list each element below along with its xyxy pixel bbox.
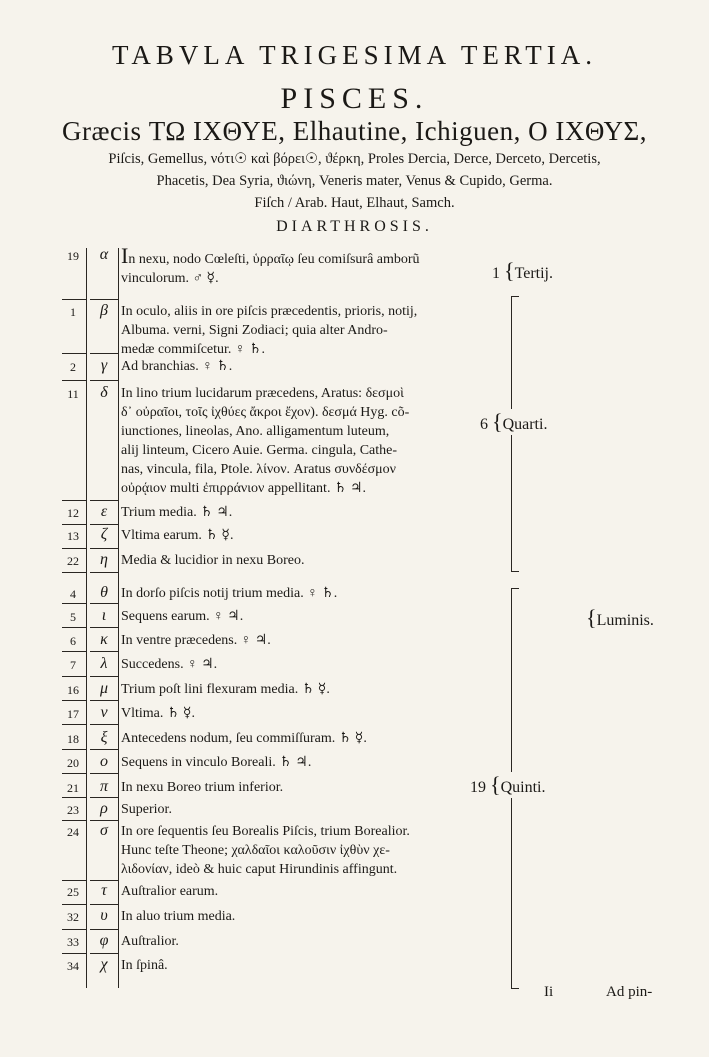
row-divider-segment [62,380,86,381]
description-line: λιδονίαν, ideò & huic caput Hirundinis affingunt. [121,862,398,877]
star-description [121,956,487,975]
description-text: In lino trium lucidarum præcedens, Aratus: δεσμοὶ [121,386,404,401]
bracket-quarti-bottom [511,571,519,572]
row-divider-segment [90,929,118,930]
row-divider-segment [90,524,118,525]
star-number: 22 [67,554,79,568]
magnitude-tertij [492,258,553,284]
star-number: 11 [67,387,79,401]
row-divider-segment [62,500,86,501]
bayer-letter: ι [101,607,107,624]
row-divider-segment [62,797,86,798]
row-divider [0,572,709,573]
star-description [121,526,487,545]
row-divider-segment [62,880,86,881]
description-text: Vltima. ♄ ☿. [121,706,196,721]
row-divider-segment [90,353,118,354]
description-text: Antecedens nodum, ſeu commiſſuram. ♄ ☿. [121,731,367,746]
description-text: In ore ſequentis ſeu Borealis Piſcis, trium Borealior. [121,824,410,839]
row-divider [0,904,709,905]
row-divider-segment [90,627,118,628]
star-number: 17 [67,707,79,721]
bayer-letter: σ [100,822,108,839]
row-divider [0,299,709,300]
row-divider-segment [90,380,118,381]
description-line: δ᾽ οὐραῖοι, τοῖς ἰχθύες ἄκροι ἔχον). δεσμά Hyg. cõ- [121,405,410,420]
star-number: 7 [70,658,76,672]
description-text: Trium poſt lini flexuram media. ♄ ☿. [121,682,330,697]
star-description [121,932,487,951]
bayer-letter: ρ [100,800,108,817]
star-description [121,778,487,797]
row-divider-segment [62,353,86,354]
star-number: 19 [67,249,79,263]
row-divider [0,953,709,954]
description-line [121,655,487,674]
row-divider [0,880,709,881]
magnitude-quinti [470,772,545,798]
star-description [121,753,487,772]
description-line [121,551,487,570]
row-divider [0,524,709,525]
star-description [121,907,487,926]
description-line [121,882,487,901]
description-text: In oculo, aliis in ore piſcis præcedentis, prioris, notij, [121,304,418,319]
bayer-letter: χ [100,956,108,973]
row-divider [0,676,709,677]
description-line: οὐρᾴιον multi ἐπιρράνιον appellitant. ♄ ♃. [121,481,367,496]
description-text: Sequens earum. ♀ ♃. [121,609,244,624]
description-line [121,503,487,522]
signature-mark: Ii [544,984,554,1000]
row-divider-segment [90,797,118,798]
description-line: medæ commiſcetur. ♀ ♄. [121,342,265,357]
star-description [121,551,487,570]
star-number: 21 [67,781,79,795]
row-divider-segment [90,904,118,905]
row-divider [0,548,709,549]
catchword: Ad pin- [606,984,653,1000]
description-line [121,822,487,841]
description-line [121,704,487,723]
row-divider-segment [62,820,86,821]
description-line [121,956,487,975]
row-divider-segment [62,676,86,677]
row-divider-segment [62,749,86,750]
star-description [121,882,487,901]
magnitude-luminis [586,605,654,631]
star-number: 18 [67,732,79,746]
row-divider-segment [62,627,86,628]
star-number: 4 [70,587,76,601]
description-line [121,584,487,603]
row-divider [0,929,709,930]
star-number: 6 [70,634,76,648]
description-text: In aluo trium media. [121,909,236,924]
star-description [121,680,487,699]
greek-names-line: Græcis ΤΩ ΙΧΘΥΕ, Elhautine, Ichiguen, Ο ΙΧΘΥΣ, [62,116,647,146]
description-line [121,357,487,376]
bracket-quarti-top [511,296,519,297]
star-description [121,584,487,603]
bayer-letter: ο [100,753,108,770]
description-line [121,302,487,321]
curly-brace-icon: { [586,605,597,630]
row-divider-segment [62,724,86,725]
row-divider [0,651,709,652]
row-divider-segment [62,953,86,954]
bayer-letter: φ [99,932,109,949]
star-description [121,302,487,359]
description-text: In nexu Boreo trium inferior. [121,780,284,795]
initial-letter: I [121,243,129,268]
bayer-letter: α [99,246,109,263]
constellation-name: PISCES. [280,82,429,115]
row-divider [0,773,709,774]
row-divider-segment [90,820,118,821]
table-rule-mid [118,248,119,988]
row-divider-segment [90,724,118,725]
star-description [121,704,487,723]
description-text: Trium media. ♄ ♃. [121,505,233,520]
bayer-letter: π [99,778,108,795]
star-number: 12 [67,506,79,520]
star-number: 24 [67,825,79,839]
star-description [121,631,487,650]
bracket-quinti-top [511,588,519,589]
row-divider [0,380,709,381]
description-text: Succedens. ♀ ♃. [121,657,218,672]
description-line: iunctiones, lineolas, Ano. alligamentum luteum, [121,424,390,439]
description-text: Ad branchias. ♀ ♄. [121,359,233,374]
magnitude-count: 19 [470,779,486,796]
magnitude-count: 1 [492,265,500,282]
bayer-letter: θ [100,584,108,601]
description-line [121,243,487,269]
row-divider-segment [90,500,118,501]
row-divider-segment [90,299,118,300]
description-text: In dorſo piſcis notij trium media. ♀ ♄. [121,586,338,601]
row-divider-segment [62,929,86,930]
star-description [121,384,487,498]
row-divider-segment [90,773,118,774]
description-line [121,526,487,545]
row-divider-segment [62,700,86,701]
row-divider [0,724,709,725]
description-text: In ventre præcedens. ♀ ♃. [121,633,271,648]
description-text: Auſtralior. [121,934,179,949]
row-divider-segment [62,299,86,300]
bayer-letter: μ [99,680,109,697]
row-divider-segment [62,524,86,525]
description-line: alij linteum, Cicero Auie. Germa. cingula, Cathe- [121,443,398,458]
description-line: Hunc teſte Theone; χαλδαῖοι καλοῦσιν ἰχθὺν χε- [121,843,390,858]
bayer-letter: τ [101,882,107,899]
bayer-letter: ζ [100,526,108,543]
magnitude-label: Quinti. [500,779,546,796]
row-divider [0,749,709,750]
star-number: 20 [67,756,79,770]
row-divider [0,820,709,821]
curly-brace-icon: { [492,409,503,434]
bayer-letter: λ [100,655,108,672]
row-divider-segment [90,700,118,701]
row-divider [0,500,709,501]
star-description [121,729,487,748]
row-divider-segment [62,651,86,652]
star-number: 33 [67,935,79,949]
row-divider [0,700,709,701]
description-line: Albuma. verni, Signi Zodiaci; quia alter Andro- [121,323,388,338]
row-divider-segment [90,603,118,604]
magnitude-count: 6 [480,416,488,433]
star-description [121,655,487,674]
row-divider-segment [62,773,86,774]
curly-brace-icon: { [504,258,515,283]
star-description [121,800,487,819]
description-text: n nexu, nodo Cœleſti, ὑρραῖῳ ſeu comiſsurâ amborũ [128,252,420,267]
bayer-letter: ν [100,704,108,721]
description-text: Superior. [121,802,172,817]
row-divider-segment [62,548,86,549]
magnitude-quarti [480,409,547,435]
star-number: 1 [70,305,76,319]
alias-line-1: Piſcis, Gemellus, νότι☉ καὶ βόρει☉, ϑέρκη, Proles Dercia, Derce, Derceto, Dercetis, [108,151,601,167]
star-number: 16 [67,683,79,697]
description-text: Auſtralior earum. [121,884,219,899]
star-number: 5 [70,610,76,624]
alias-line-3: Fiſch / Arab. Haut, Elhaut, Samch. [254,195,455,211]
description-line [121,907,487,926]
star-number: 32 [67,910,79,924]
star-description [121,357,487,376]
description-line [121,607,487,626]
table-title: TABVLA TRIGESIMA TERTIA. [112,40,597,70]
row-divider-segment [90,676,118,677]
row-divider-segment [90,651,118,652]
description-line: nas, vincula, fila, Ptole. λίνον. Aratus συνδέσμον [121,462,397,477]
star-description [121,243,487,288]
bayer-letter: δ [100,384,108,401]
description-line [121,800,487,819]
description-text: Media & lucidior in nexu Boreo. [121,553,305,568]
bayer-letter: ε [100,503,108,520]
description-line [121,778,487,797]
row-divider-segment [62,603,86,604]
alias-line-2: Phacetis, Dea Syria, ϑιώνη, Veneris mater, Venus & Cupido, Germa. [156,173,553,189]
row-divider [0,353,709,354]
bayer-letter: γ [100,357,108,374]
row-divider [0,797,709,798]
section-heading: DIARTHROSIS. [276,218,433,235]
description-text: In ſpinâ. [121,958,168,973]
row-divider-segment [90,572,118,573]
description-line [121,753,487,772]
description-line [121,384,487,403]
bracket-quinti-bottom [511,988,519,989]
curly-brace-icon: { [490,772,501,797]
magnitude-label: Quarti. [502,416,548,433]
row-divider [0,603,709,604]
bayer-letter: υ [100,907,108,924]
description-line [121,729,487,748]
star-description [121,822,487,879]
row-divider-segment [90,548,118,549]
star-description [121,503,487,522]
bayer-letter: η [100,551,108,568]
description-text: Vltima earum. ♄ ☿. [121,528,234,543]
star-number: 13 [67,529,79,543]
star-number: 25 [67,885,79,899]
magnitude-label: Luminis. [596,612,654,629]
magnitude-label: Tertij. [514,265,553,282]
star-number: 2 [70,360,76,374]
description-line: vinculorum. ♂ ☿. [121,271,219,286]
bayer-letter: β [100,302,108,319]
star-description [121,607,487,626]
row-divider-segment [62,572,86,573]
row-divider-segment [90,953,118,954]
description-line [121,680,487,699]
bayer-letter: κ [100,631,108,648]
star-number: 23 [67,803,79,817]
row-divider-segment [90,749,118,750]
bayer-letter: ξ [100,729,108,746]
description-line [121,631,487,650]
row-divider-segment [62,904,86,905]
description-text: Sequens in vinculo Boreali. ♄ ♃. [121,755,312,770]
description-line [121,932,487,951]
star-number: 34 [67,959,79,973]
row-divider-segment [90,880,118,881]
